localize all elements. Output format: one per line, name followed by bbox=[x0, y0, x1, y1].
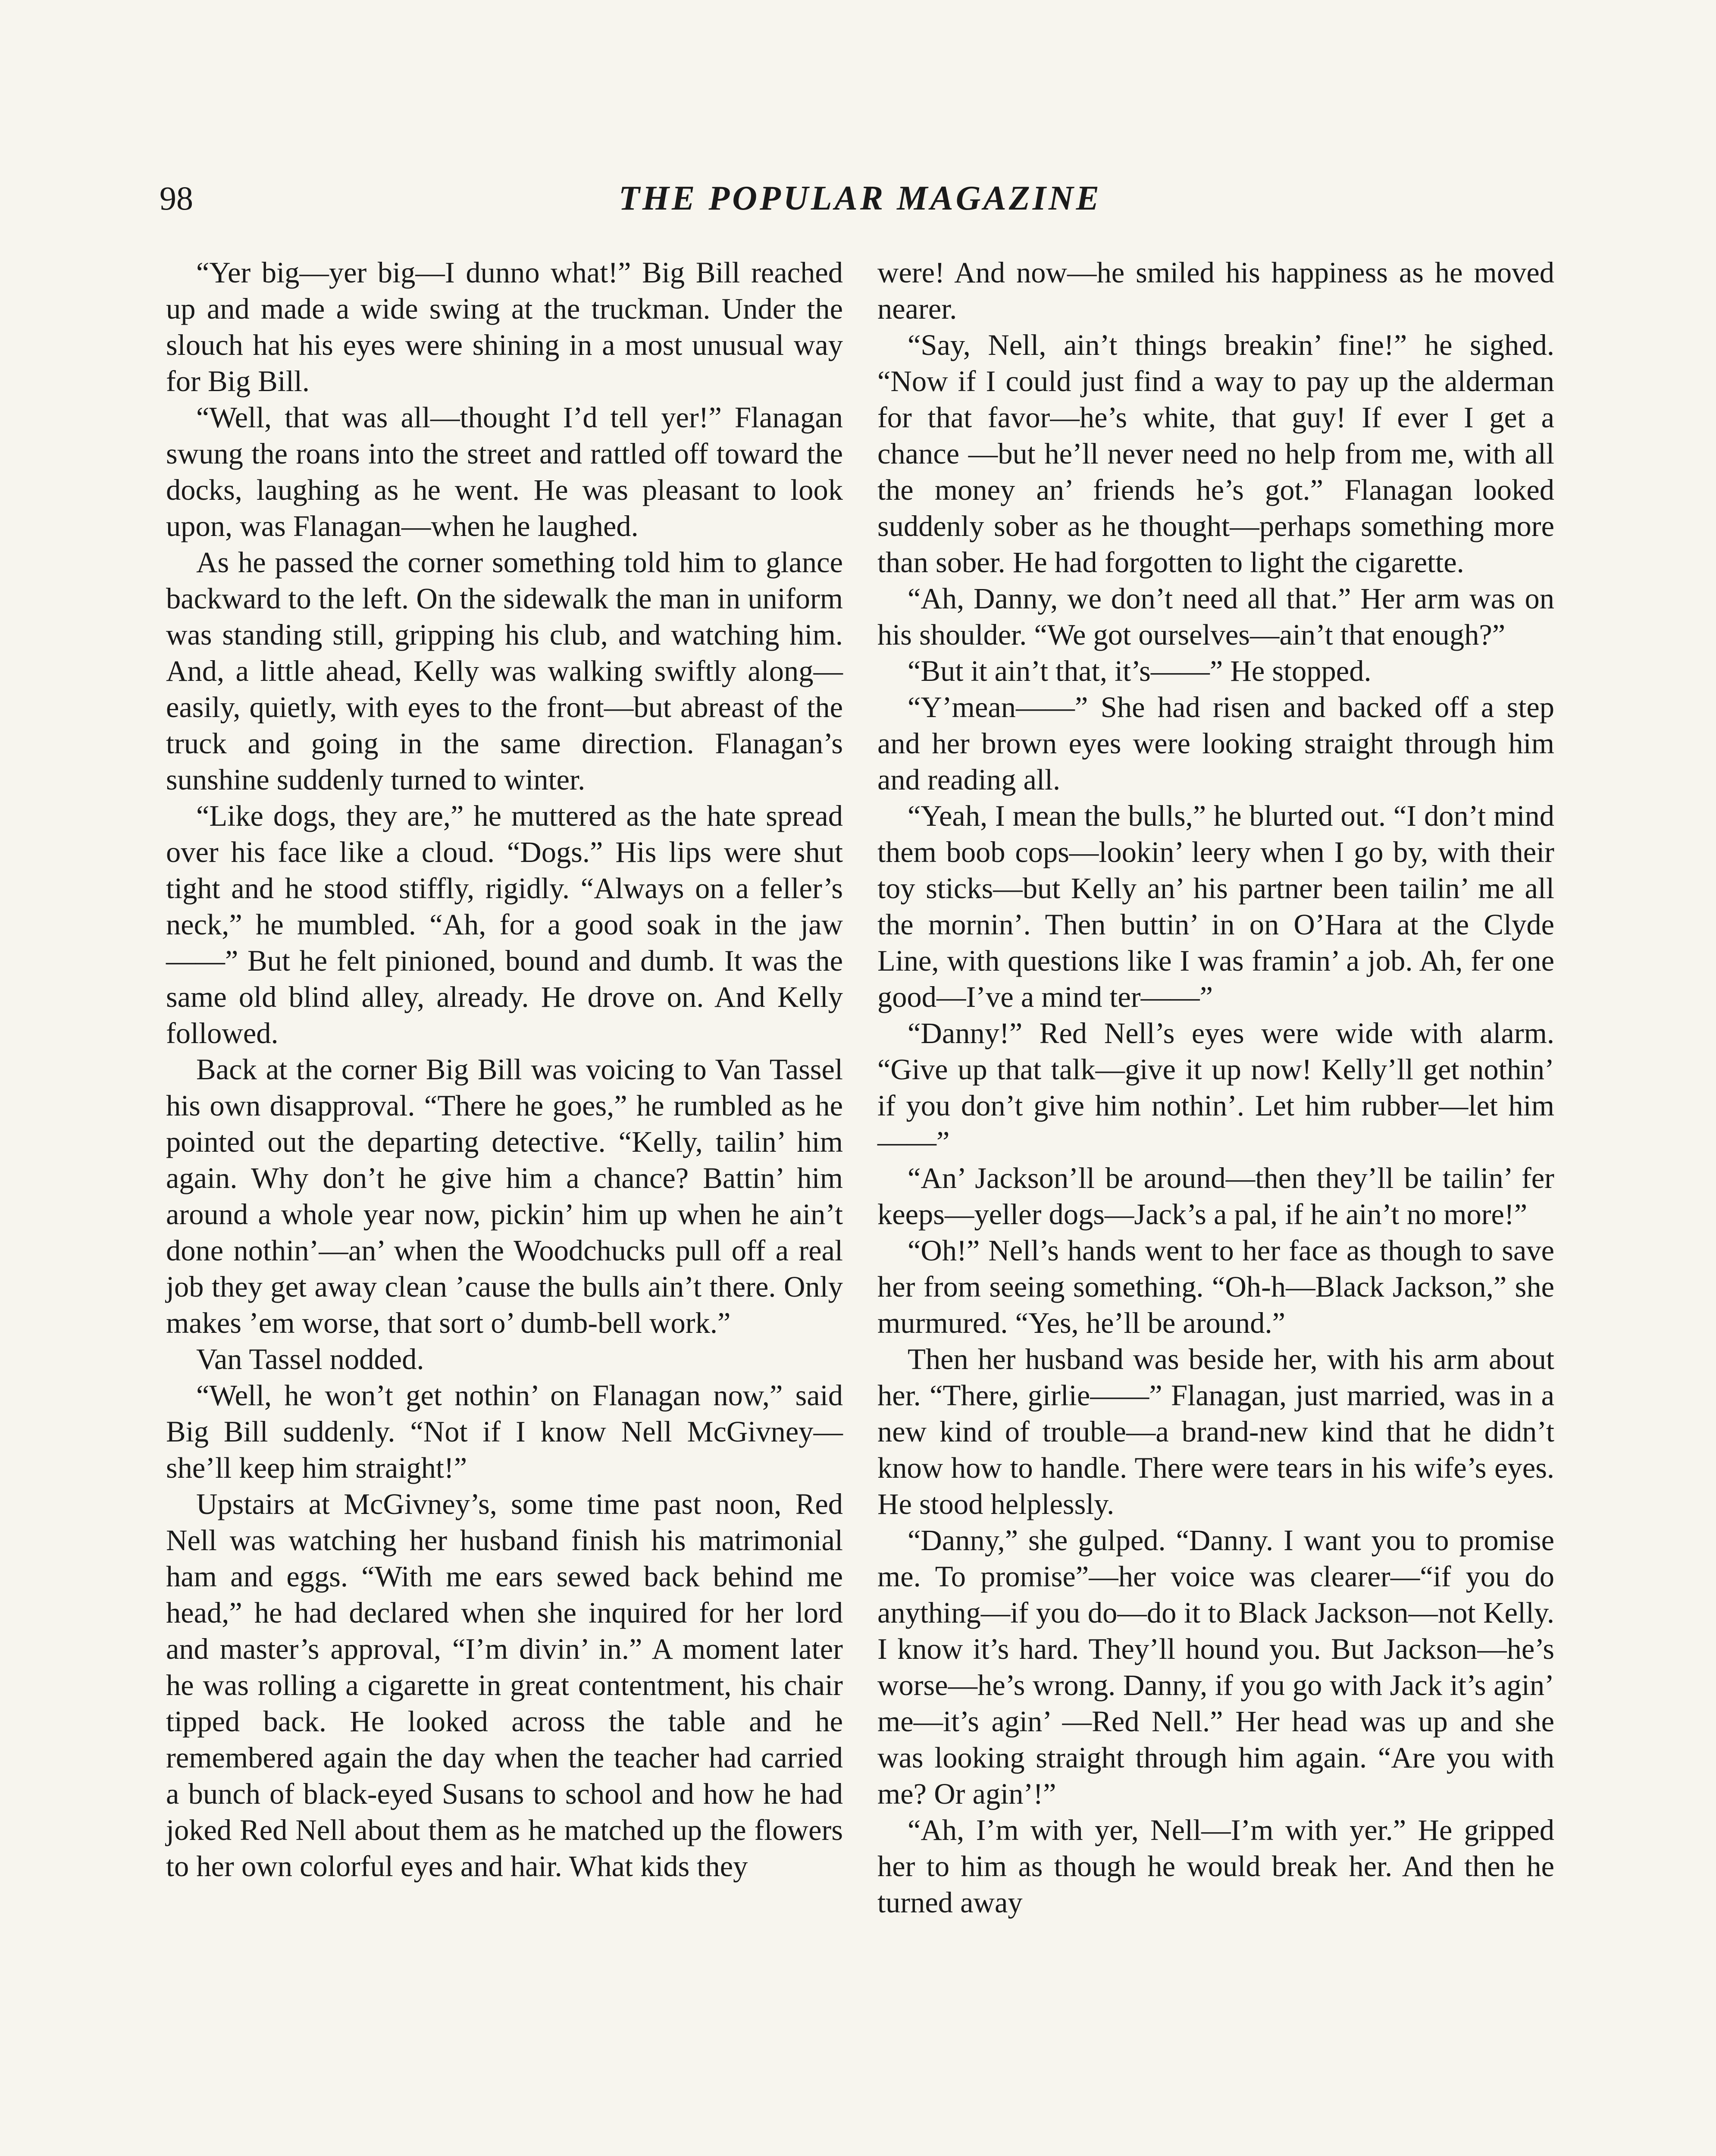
paragraph: Van Tassel nodded. bbox=[196, 1343, 424, 1376]
page-header bbox=[160, 172, 1561, 224]
page-number: 98 bbox=[160, 179, 193, 217]
paragraph: “Like dogs, they are,” he muttered as the hate spread over his face like a cloud. “Dogs.” His lips were shut tight and he stood stiffly, rigidly. “Always on a feller’s neck,” he mumbled. “Ah, for a good soak in the jaw——” But he felt pinioned, bound and dumb. It was the same old blind alley, already. He drove on. And Kelly followed. bbox=[166, 799, 843, 1050]
paragraph: “Ah, I’m with yer, Nell—I’m with yer.” He gripped her to him as though he would break her. And then he turned away bbox=[877, 1814, 1554, 1919]
paragraph: Upstairs at McGivney’s, some time past noon, Red Nell was watching her husband finish his matrimonial ham and eggs. “With me ears sewed back behind me head,” he had declared when she inquired for her lord and master’s approval, “I’m divin’ in.” A moment later he was rolling a cigarette in great contentment, his chair tipped back. He looked across the table and he remembered again the day when the teacher had carried a bunch of black-eyed Susans to school and how he had joked Red Nell about them as he matched up the flowers to her own colorful eyes and hair. What kids they bbox=[166, 1488, 843, 1883]
right-column bbox=[877, 254, 1554, 1921]
paragraph: “But it ain’t that, it’s——” He stopped. bbox=[908, 655, 1372, 687]
paragraph: “An’ Jackson’ll be around—then they’ll be tailin’ fer keeps—yeller dogs—Jack’s a pal, if he ain’t no more!” bbox=[877, 1162, 1554, 1231]
paragraph: Back at the corner Big Bill was voicing to Van Tassel his own disapproval. “There he goes,” he rumbled as he pointed out the departing detective. “Kelly, tailin’ him again. Why don’t he give him a chance? Battin’ him around a whole year now, pickin’ him up when he ain’t done nothin’—an’ when the Woodchucks pull off a real job they get away clean ’cause the bulls ain’t there. Only makes ’em worse, that sort o’ dumb-bell work.” bbox=[166, 1053, 843, 1339]
paragraph: were! And now—he smiled his happiness as he moved nearer. bbox=[877, 256, 1554, 325]
paragraph: “Ah, Danny, we don’t need all that.” Her arm was on his shoulder. “We got ourselves—ain’t that enough?” bbox=[877, 582, 1554, 651]
paragraph: As he passed the corner something told him to glance backward to the left. On the sidewalk the man in uniform was standing still, gripping his club, and watching him. And, a little ahead, Kelly was walking swiftly along—easily, quietly, with eyes to the front—but abreast of the truck and going in the same direction. Flanagan’s sunshine suddenly turned to winter. bbox=[166, 546, 843, 796]
paragraph: “Say, Nell, ain’t things breakin’ fine!” he sighed. “Now if I could just find a way to pay up the alderman for that favor—he’s white, that guy! If ever I get a chance —but he’ll never need no help from me, with all the money an’ friends he’s got.” Flanagan looked suddenly sober as he thought—perhaps something more than sober. He had forgotten to light the cigarette. bbox=[877, 329, 1554, 579]
paragraph: “Oh!” Nell’s hands went to her face as though to save her from seeing something. “Oh-h—Black Jackson,” she murmured. “Yes, he’ll be around.” bbox=[877, 1234, 1554, 1339]
paragraph: “Danny!” Red Nell’s eyes were wide with alarm. “Give up that talk—give it up now! Kelly’ll get nothin’ if you don’t give him nothin’. Let him rubber—let him——” bbox=[877, 1017, 1554, 1158]
left-column bbox=[166, 254, 843, 1884]
paragraph: “Y’mean——” She had risen and backed off a step and her brown eyes were looking straight through him and reading all. bbox=[877, 691, 1554, 796]
paragraph: “Danny,” she gulped. “Danny. I want you to promise me. To promise”—her voice was clearer—“if you do anything—if you do—do it to Black Jackson—not Kelly. I know it’s hard. They’ll hound you. But Jackson—he’s worse—he’s wrong. Danny, if you go with Jack it’s agin’ me—it’s agin’ —Red Nell.” Her head was up and she was looking straight through him again. “Are you with me? Or agin’!” bbox=[877, 1524, 1554, 1810]
running-title: THE POPULAR MAGAZINE bbox=[618, 179, 1102, 217]
paragraph: “Well, that was all—thought I’d tell yer!” Flanagan swung the roans into the street and rattled off toward the docks, laughing as he went. He was pleasant to look upon, was Flanagan—when he laughed. bbox=[166, 401, 843, 542]
paragraph: Then her husband was beside her, with his arm about her. “There, girlie——” Flanagan, just married, was in a new kind of trouble—a brand-new kind that he didn’t know how to handle. There were tears in his wife’s eyes. He stood helplessly. bbox=[877, 1343, 1554, 1520]
paragraph: “Yer big—yer big—I dunno what!” Big Bill reached up and made a wide swing at the truckman. Under the slouch hat his eyes were shining in a most unusual way for Big Bill. bbox=[166, 256, 843, 398]
paragraph: “Well, he won’t get nothin’ on Flanagan now,” said Big Bill suddenly. “Not if I know Nell McGivney—she’ll keep him straight!” bbox=[166, 1379, 843, 1484]
paragraph: “Yeah, I mean the bulls,” he blurted out. “I don’t mind them boob cops—lookin’ leery when I go by, with their toy sticks—but Kelly an’ his partner been tailin’ me all the mornin’. Then buttin’ in on O’Hara at the Clyde Line, with questions like I was framin’ a job. Ah, fer one good—I’ve a mind ter——” bbox=[877, 799, 1554, 1013]
